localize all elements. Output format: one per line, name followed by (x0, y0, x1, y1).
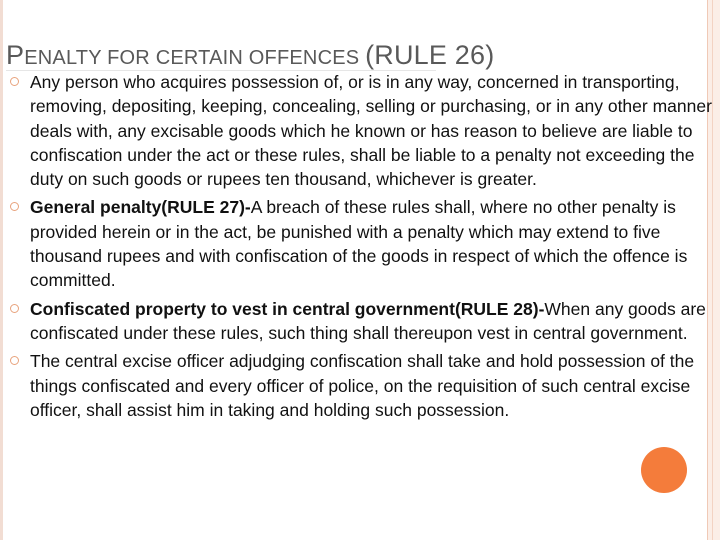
bullet-item (10, 297, 714, 346)
title-text: ENALTY FOR CERTAIN OFFENCES (24, 47, 366, 69)
bullet-item (10, 70, 714, 191)
bullet-text: The central excise officer adjudging confiscation shall take and hold possession of the things confiscated and every officer of police, on the requisition of such central excise officer, shall assist him in taking and holding such possession. (30, 351, 695, 420)
bullet-item (10, 195, 714, 292)
slide-title (6, 40, 494, 71)
title-rule-ref: (RULE 26) (365, 40, 495, 70)
bullet-item (10, 349, 714, 422)
bullet-text: Any person who acquires possession of, or is in any way, concerned in transporting, removing, depositing, keeping, concealing, selling or purchasing, or in any other manner deals with, any excisable goods which he known or has reason to believe are liable to confiscation under the act or these rules, shall be liable to a penalty not exceeding the duty on such goods or rupees ten thousand, whichever is greater. (30, 72, 712, 190)
bullet-circle-icon (10, 202, 19, 211)
title-first-letter: P (6, 40, 25, 70)
bullet-lead: General penalty(RULE 27)- (30, 197, 251, 218)
bullet-circle-icon (10, 77, 19, 86)
bullet-text: A breach of these rules shall, where no other penalty is provided herein or in the act, be punished with a penalty which may extend to five thousand rupees and with confiscation of the goods in respect of which the offence is committed. (30, 197, 688, 291)
bullet-list (10, 70, 714, 426)
bullet-circle-icon (10, 356, 19, 365)
orange-circle-decoration (641, 447, 687, 493)
bullet-lead: Confiscated property to vest in central government(RULE 28)- (30, 298, 545, 319)
bullet-circle-icon (10, 304, 19, 313)
left-border (0, 0, 3, 540)
bullet-text: When any goods are confiscated under these rules, such thing shall thereupon vest in central government. (30, 298, 706, 343)
